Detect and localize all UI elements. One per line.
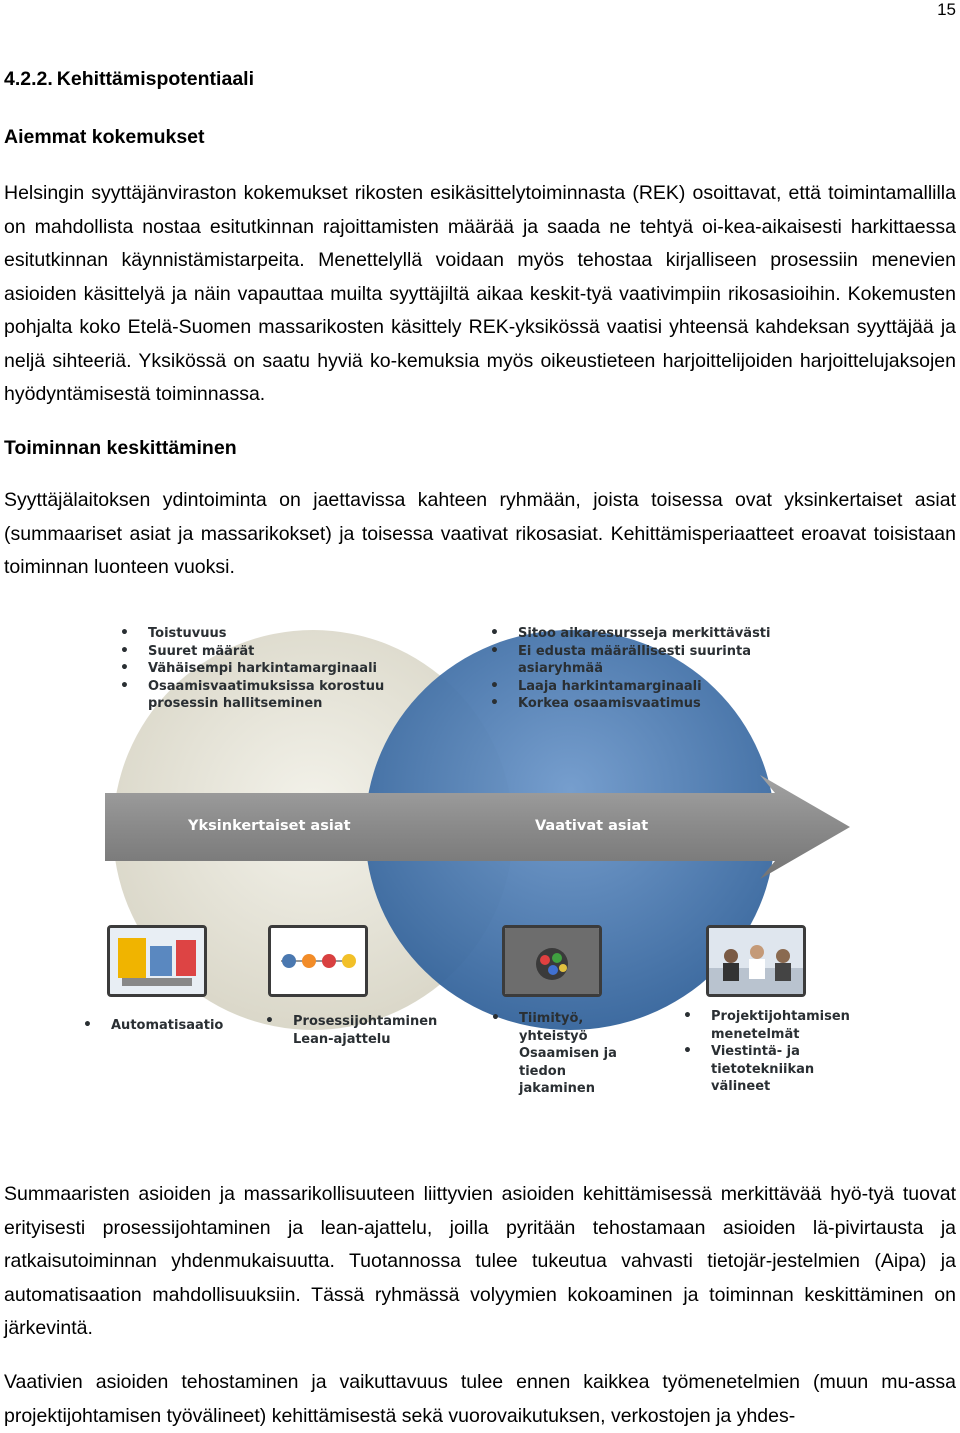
left-bullet-item: • Suuret määrät — [148, 643, 384, 661]
teamwork-item: yhteistyö — [519, 1028, 588, 1044]
subheading-toiminnan-keskittaminen: Toiminnan keskittäminen — [4, 437, 237, 459]
project-item: • Viestintä- ja — [711, 1043, 850, 1061]
left-bullet-item: • Osaamisvaatimuksissa korostuu — [148, 678, 384, 696]
paragraph-vaativat-asiat: Vaativien asioiden tehostaminen ja vaikuttavuus tulee ennen kaikkea työmenetelmien (muun mu-assa projektijohtamisen työvälineet) kehittämisestä sekä vuorovaikutuksen, verkostojen ja yhdes- — [4, 1371, 956, 1427]
process-list — [293, 1013, 437, 1048]
paragraph-aiemmat-kokemukset: Helsingin syyttäjänviraston kokemukset rikosten esikäsittelytoiminnasta (REK) osoittavat, että toimintamallilla on mahdollista nostaa esitutkinnan rajoittamisten määrää ja saada ne tehtyä oi-kea-aikaisesti harkittaessa esitutkinnan käynnistämistarpeita. Menettelyllä voidaan myös tehostaa kirjalliseen prosessiin menevien asioiden käsittelyä ja näin vapauttaa muilta syyttäjiltä aikaa keskit-tyä vaativimpiin rikosasioihin. Kokemusten pohjalta koko Etelä-Suomen massarikosten käsittely REK-yksikössä vaatisi yhteensä kahdeksan syyttäjää ja neljä sihteeriä. Yksikössä on saatu hyviä ko-kemuksia myös oikeustieteen harjoittelijoiden harjoittelujaksojen hyödyntämisestä toiminnassa. — [4, 182, 956, 405]
page-number: 15 — [937, 0, 956, 19]
teamwork-image — [502, 925, 602, 997]
project-item: tietotekniikan — [711, 1061, 815, 1077]
automation-list — [111, 1017, 223, 1035]
right-bullet-item: • Laaja harkintamarginaali — [518, 678, 770, 696]
section-title: Kehittämispotentiaali — [56, 68, 254, 90]
arrow-label-demanding: Vaativat asiat — [535, 818, 649, 834]
teamwork-item: • Tiimityö, — [519, 1010, 617, 1028]
project-item: välineet — [711, 1079, 771, 1094]
section-heading — [4, 66, 254, 92]
paragraph-summaariset-asiat: Summaaristen asioiden ja massarikollisuuteen liittyvien asioiden kehittämisessä merkittävää hyö-tyä tuovat erityisesti prosessijohtaminen ja lean-ajattelu, joilla pyritään tehostamaan asioiden lä-pivirtausta ja ratkaisutoiminnan yhdenmukaisuutta. Tuotannossa tulee tukeutua vahvasti tietojär-jestelmien (Aipa) ja automatisaation mahdollisuuksiin. Tässä ryhmässä volyymien kokoaminen ja toiminnan keskittäminen on järkevintä. — [4, 1183, 956, 1339]
left-bullet-item: • Toistuvuus — [148, 625, 384, 643]
process-image — [268, 925, 368, 997]
paragraph-toiminnan-keskittaminen: Syyttäjälaitoksen ydintoiminta on jaettavissa kahteen ryhmään, joista toisessa ovat yksinkertaiset asiat (summaariset asiat ja massarikokset) ja toisessa vaativat rikosasiat. Kehittämisperiaatteet eroavat toisistaan toiminnan luonteen vuoksi. — [4, 489, 956, 578]
right-bullet-list — [518, 625, 770, 713]
right-bullet-item: asiaryhmää — [518, 661, 603, 676]
teamwork-list — [519, 1010, 617, 1098]
development-diagram — [95, 615, 865, 1105]
teamwork-item: tiedon — [519, 1063, 566, 1079]
teamwork-item: jakaminen — [519, 1081, 595, 1096]
right-bullet-item: • Sitoo aikaresursseja merkittävästi — [518, 625, 770, 643]
teamwork-item: Osaamisen ja — [519, 1046, 617, 1061]
project-list — [711, 1008, 850, 1096]
left-bullet-list — [148, 625, 384, 713]
right-bullet-item: • Ei edusta määrällisesti suurinta — [518, 643, 770, 661]
project-item: menetelmät — [711, 1026, 800, 1042]
subheading-aiemmat-kokemukset: Aiemmat kokemukset — [4, 126, 205, 148]
project-image — [706, 925, 806, 997]
left-bullet-item: • Vähäisempi harkintamarginaali — [148, 660, 384, 678]
process-item: • Prosessijohtaminen — [293, 1013, 437, 1031]
project-item: • Projektijohtamisen — [711, 1008, 850, 1026]
process-item: Lean-ajattelu — [293, 1031, 391, 1047]
section-number: 4.2.2. — [4, 68, 53, 90]
right-bullet-item: • Korkea osaamisvaatimus — [518, 695, 770, 713]
arrow-label-simple: Yksinkertaiset asiat — [188, 818, 351, 834]
automation-image — [107, 925, 207, 997]
left-bullet-item: prosessin hallitseminen — [148, 696, 323, 711]
automation-item: • Automatisaatio — [111, 1017, 223, 1035]
